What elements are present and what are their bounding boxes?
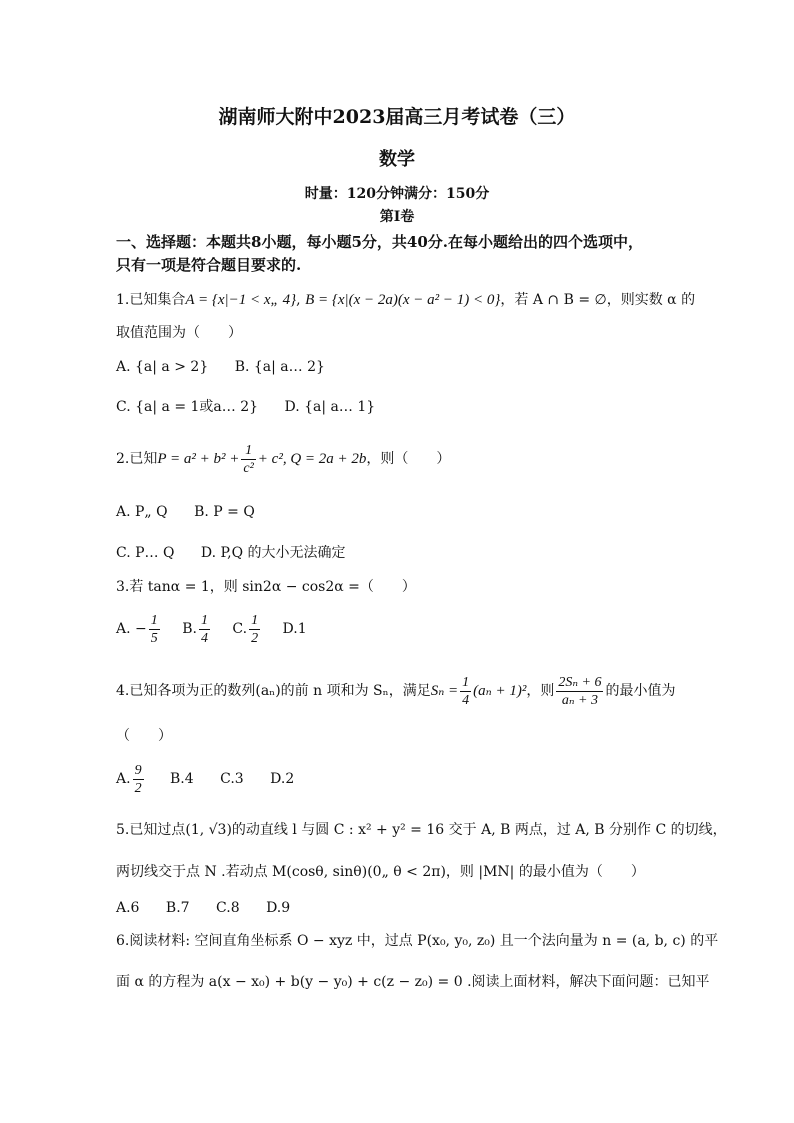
- q2-frac-num: 1: [241, 442, 255, 460]
- q2-option-d: D. P,Q 的大小无法确定: [200, 545, 346, 561]
- question-4-line1: [116, 672, 675, 710]
- q1-option-d: D. {a| a… 1}: [284, 399, 376, 415]
- question-2-options-cd: [116, 543, 368, 563]
- q2-option-b: B. P = Q: [194, 504, 255, 520]
- q3-option-b-prefix: B.: [182, 621, 197, 637]
- q4-frac1-den: 4: [462, 692, 470, 708]
- question-1-line2: 取值范围为（ ）: [116, 325, 242, 341]
- q1-option-a: A. {a| a > 2}: [116, 359, 209, 375]
- question-2-line: [116, 440, 450, 478]
- q1-set-a: A = {x|−1 < x„ 4}: [185, 292, 297, 308]
- q3-c-num: 1: [251, 612, 259, 628]
- section-heading-line2: 只有一项是符合题目要求的.: [116, 256, 302, 274]
- q3-option-c: [232, 610, 262, 648]
- q4-tail: 的最小值为: [605, 683, 676, 699]
- q3-c-den: 2: [251, 630, 259, 646]
- question-1-options-cd: [116, 397, 397, 417]
- q3-option-b: [182, 610, 212, 648]
- q4-frac2-den: aₙ + 3: [561, 692, 598, 708]
- q1-lead: 1.已知集合: [116, 292, 186, 308]
- section-heading-line1: 一、选择题：本题共8小题，每小题5分，共40分.在每小题给出的四个选项中，: [116, 233, 643, 251]
- q4-frac2-num: 2Sₙ + 6: [558, 674, 602, 690]
- question-1-options-ab: [116, 357, 347, 377]
- q5-option-d: D.9: [266, 900, 291, 916]
- exam-title: 湖南师大附中2023届高三月考试卷（三）: [218, 106, 576, 128]
- q2-option-c: C. P… Q: [116, 545, 175, 561]
- q5-option-c: C.8: [216, 900, 240, 916]
- q3-option-d: D.1: [282, 621, 307, 637]
- q4-frac1-num: 1: [462, 674, 470, 690]
- q4-lead: 4.已知各项为正的数列(aₙ)的前 n 项和为 Sₙ，满足: [116, 683, 431, 699]
- q3-a-den: 5: [150, 630, 158, 646]
- question-4-options: [116, 760, 316, 798]
- q3-option-c-prefix: C.: [232, 621, 248, 637]
- q1-set-b: B = {x|(x − 2a)(x − a² − 1) < 0}: [305, 292, 501, 308]
- q4-fraction-1: [460, 674, 471, 709]
- q4-fraction-2: [556, 674, 603, 709]
- q4-mid: ，则: [526, 683, 555, 699]
- q4-a-num: 9: [134, 762, 142, 778]
- q2-fraction: [241, 442, 255, 477]
- q1-option-b: B. {a| a… 2}: [234, 359, 325, 375]
- q3-option-a: [116, 610, 162, 648]
- question-2-options-ab: [116, 502, 277, 522]
- q4-option-a: [116, 760, 146, 798]
- q3-option-a-prefix: A. −: [116, 621, 147, 637]
- q2-expr-p: P = a² + b² +: [157, 451, 240, 467]
- time-info: 时量：120分钟满分：150分: [304, 186, 490, 202]
- q4-option-d: D.2: [270, 771, 295, 787]
- q1-tail: ，若 A ∩ B = ∅，则实数 α 的: [500, 292, 696, 308]
- q5-option-b: B.7: [165, 900, 190, 916]
- subject-title: 数学: [379, 149, 415, 170]
- question-5-line1: 5.已知过点(1, √3)的动直线 l 与圆 C : x² + y² = 16 交于 A, B 两点，过 A, B 分别作 C 的切线，: [116, 822, 727, 838]
- q2-lead: 2.已知: [116, 451, 158, 467]
- question-6-line2: 面 α 的方程为 a(x − x₀) + b(y − y₀) + c(z − z₀) = 0 .阅读上面材料，解决下面问题：已知平: [116, 974, 710, 990]
- q5-option-a: A.6: [116, 900, 140, 916]
- q4-option-c: C.3: [220, 771, 244, 787]
- question-4-line2: （ ）: [116, 728, 172, 744]
- q3-b-num: 1: [200, 612, 208, 628]
- question-3-line: 3.若 tanα = 1，则 sin2α − cos2α =（ ）: [116, 579, 416, 595]
- q3-option-c-frac: [249, 612, 260, 647]
- q4-expr-s: Sₙ =: [430, 683, 459, 699]
- q3-b-den: 4: [200, 630, 208, 646]
- q2-expr-q: + c², Q = 2a + 2b: [257, 451, 367, 467]
- q3-a-num: 1: [150, 612, 158, 628]
- question-5-options: [116, 898, 312, 918]
- q4-expr-tail: (aₙ + 1)²: [473, 683, 527, 699]
- q4-option-a-frac: [133, 762, 144, 797]
- question-5-line2: 两切线交于点 N .若动点 M(cosθ, sinθ)(0„ θ < 2π)，则 |MN| 的最小值为（ ）: [116, 864, 645, 880]
- q2-option-a: A. P„ Q: [116, 504, 168, 520]
- q4-a-den: 2: [134, 780, 142, 796]
- question-3-options: [116, 610, 329, 648]
- q2-frac-den: c²: [243, 460, 254, 476]
- q4-option-b: B.4: [170, 771, 194, 787]
- question-6-line1: 6.阅读材料: 空间直角坐标系 O − xyz 中，过点 P(x₀, y₀, z₀) 且一个法向量为 n = (a, b, c) 的平: [116, 933, 719, 949]
- q4-option-a-prefix: A.: [116, 771, 131, 787]
- q2-tail: ，则（ ）: [366, 451, 451, 467]
- q3-option-b-frac: [199, 612, 210, 647]
- volume-label: 第I卷: [379, 209, 415, 225]
- q3-option-a-frac: [149, 612, 160, 647]
- q1-option-c: C. {a| a = 1或a… 2}: [116, 399, 259, 415]
- question-1-line1: 1.已知集合A = {x|−1 < x„ 4}, B = {x|(x − 2a)(x − a² − 1) < 0}，若 A ∩ B = ∅，则实数 α 的: [116, 292, 696, 308]
